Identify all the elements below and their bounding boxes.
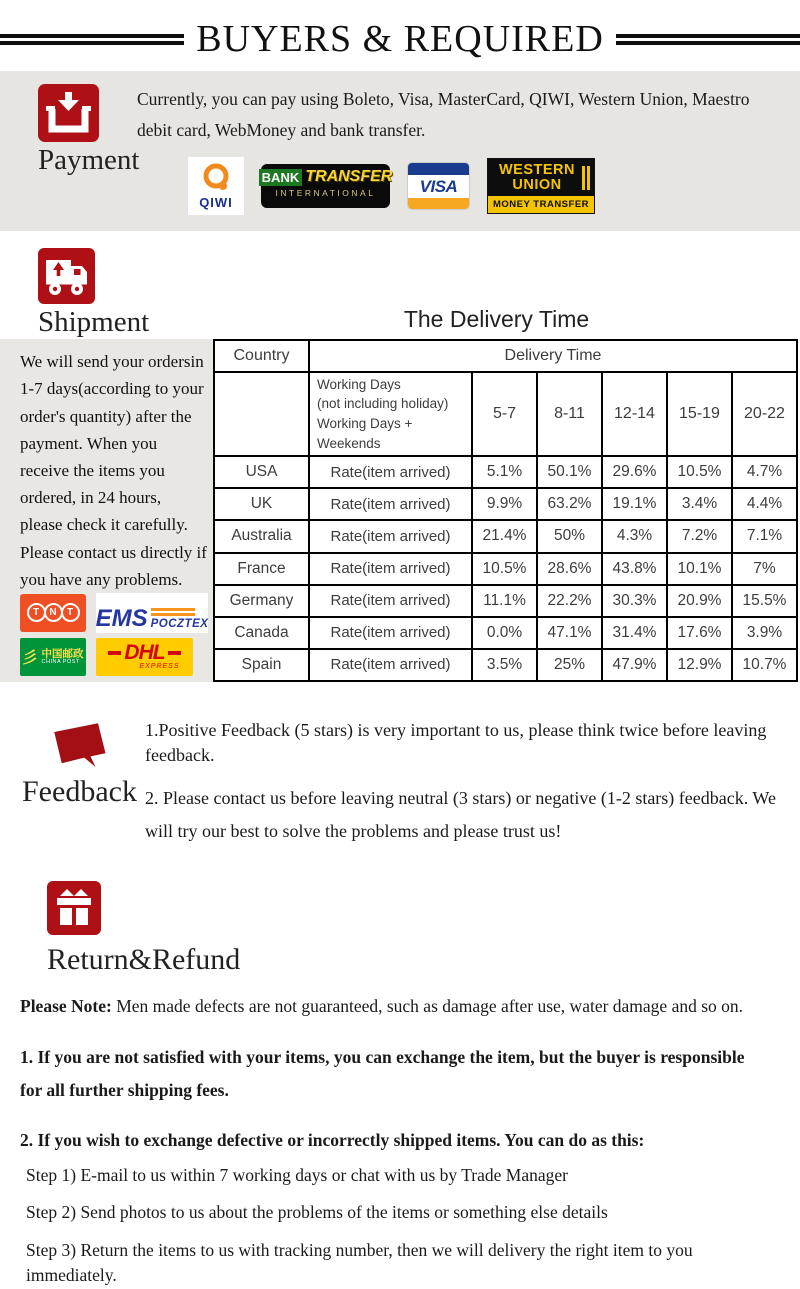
country-cell: France	[214, 553, 309, 585]
rate-value-cell: 50.1%	[537, 456, 602, 488]
visa-middle-band	[408, 175, 469, 198]
country-cell: UK	[214, 488, 309, 520]
rate-value-cell: 3.5%	[472, 649, 537, 681]
money-transfer-text: MONEY TRANSFER	[492, 199, 590, 211]
rate-value-cell: 21.4%	[472, 520, 537, 552]
visa-bottom-band	[408, 198, 469, 209]
rate-value-cell: 31.4%	[602, 617, 667, 649]
table-row	[214, 520, 797, 552]
china-post-chinese-text: 中国邮政	[41, 648, 84, 660]
tnt-letter: T	[27, 603, 46, 622]
return-note-text: Men made defects are not guaranteed, such as damage after use, water damage and so on.	[111, 996, 744, 1017]
rate-value-cell: 4.7%	[732, 456, 797, 488]
working-days-cell	[309, 372, 472, 456]
tnt-logo	[20, 594, 86, 632]
rate-value-cell: 63.2%	[537, 488, 602, 520]
rate-value-cell: 22.2%	[537, 585, 602, 617]
rate-value-cell: 15.5%	[732, 585, 797, 617]
delivery-time-header-cell: Delivery Time	[309, 340, 797, 372]
table-row	[214, 488, 797, 520]
western-word: WESTERN	[499, 161, 575, 178]
dhl-express-text: EXPRESS	[139, 662, 180, 670]
delivery-time-title: The Delivery Time	[403, 306, 590, 333]
feedback-section-label: Feedback	[22, 774, 137, 808]
day-range-cell: 15-19	[667, 372, 732, 456]
western-union-top	[488, 159, 594, 196]
shipment-note-box	[0, 339, 213, 682]
return-refund-section	[0, 881, 800, 1289]
rate-value-cell: 29.6%	[602, 456, 667, 488]
table-row	[214, 649, 797, 681]
table-subheader-row	[214, 372, 797, 456]
rate-value-cell: 7%	[732, 553, 797, 585]
country-cell: Spain	[214, 649, 309, 681]
dhl-right-bar	[168, 651, 181, 655]
payment-content	[135, 84, 800, 215]
feedback-bubble-icon	[48, 720, 108, 774]
table-row	[214, 617, 797, 649]
rate-label-cell: Rate(item arrived)	[309, 617, 472, 649]
rate-value-cell: 50%	[537, 520, 602, 552]
ems-stripes	[151, 608, 209, 618]
shipment-truck-icon	[38, 248, 95, 304]
country-cell: Canada	[214, 617, 309, 649]
dhl-logo-text: DHL	[124, 640, 165, 664]
pocztex-logo-text: POCZTEX	[150, 617, 209, 630]
dhl-row	[108, 640, 180, 664]
country-cell: Germany	[214, 585, 309, 617]
feedback-section	[0, 706, 800, 847]
rate-value-cell: 10.1%	[667, 553, 732, 585]
rate-value-cell: 47.1%	[537, 617, 602, 649]
payment-section-label: Payment	[38, 144, 140, 176]
rate-value-cell: 28.6%	[537, 553, 602, 585]
rate-value-cell: 9.9%	[472, 488, 537, 520]
china-post-text-block	[42, 649, 84, 666]
rate-label-cell: Rate(item arrived)	[309, 456, 472, 488]
return-note	[20, 993, 780, 1019]
return-step-2: Step 2) Send photos to us about the problems of the items or something else details	[26, 1202, 608, 1223]
feedback-point-1: 1.Positive Feedback (5 stars) is very important to us, please think twice before leaving feedback.	[145, 719, 767, 766]
ems-logo-text: EMS	[95, 605, 148, 633]
country-cell: USA	[214, 456, 309, 488]
return-refund-label-col	[20, 881, 780, 977]
dhl-left-bar	[108, 651, 121, 655]
return-steps	[20, 1163, 780, 1289]
rate-value-cell: 4.3%	[602, 520, 667, 552]
rate-value-cell: 10.7%	[732, 649, 797, 681]
rate-label-cell: Rate(item arrived)	[309, 585, 472, 617]
rate-value-cell: 19.1%	[602, 488, 667, 520]
rate-label-cell: Rate(item arrived)	[309, 488, 472, 520]
visa-logo-text: VISA	[419, 176, 458, 196]
day-range-cell: 5-7	[472, 372, 537, 456]
tnt-letter: N	[44, 603, 63, 622]
rate-value-cell: 7.1%	[732, 520, 797, 552]
country-cell: Australia	[214, 520, 309, 552]
qiwi-q-icon	[201, 163, 231, 195]
western-union-bars	[582, 166, 590, 190]
working-days-line: Working Days + Weekends	[317, 416, 413, 451]
rate-label-cell: Rate(item arrived)	[309, 649, 472, 681]
western-union-logo	[487, 158, 595, 214]
shipment-header-row	[0, 248, 800, 339]
shipment-main-row	[0, 339, 800, 682]
rate-value-cell: 10.5%	[667, 456, 732, 488]
rate-value-cell: 47.9%	[602, 649, 667, 681]
page-header	[0, 16, 800, 62]
carrier-logos-grid	[20, 593, 207, 676]
feedback-content	[145, 706, 800, 847]
rate-value-cell: 7.2%	[667, 520, 732, 552]
bank-word: BANK	[259, 169, 303, 186]
feedback-point-2: 2. Please contact us before leaving neutral (3 stars) or negative (1-2 stars) feedback. We will try our best to solve the problems and please trust us!	[145, 788, 776, 841]
day-range-cell: 20-22	[732, 372, 797, 456]
ems-pocztex-logo	[96, 593, 208, 633]
payment-section-label-col	[0, 84, 140, 215]
return-point-1: 1. If you are not satisfied with your items, you can exchange the item, but the buyer is responsible for all further shipping fees.	[20, 1047, 745, 1100]
day-range-cell: 12-14	[602, 372, 667, 456]
return-step-3: Step 3) Return the items to us with tracking number, then we will delivery the right item to you immediately.	[26, 1239, 693, 1286]
day-range-cell: 8-11	[537, 372, 602, 456]
payment-description: Currently, you can pay using Boleto, Visa, MasterCard, QIWI, Western Union, Maestro debit card, WebMoney and bank transfer.	[137, 89, 750, 140]
bank-transfer-row	[259, 168, 393, 186]
payment-inbox-icon	[38, 84, 99, 142]
payment-logos-row	[188, 157, 772, 215]
delivery-time-table	[213, 339, 798, 682]
rate-value-cell: 30.3%	[602, 585, 667, 617]
visa-top-band	[408, 163, 469, 175]
rate-value-cell: 5.1%	[472, 456, 537, 488]
return-point-2: 2. If you wish to exchange defective or incorrectly shipped items. You can do as this:	[20, 1130, 645, 1151]
header-rule-left	[0, 34, 184, 45]
visa-logo	[407, 162, 470, 210]
feedback-section-label-col	[0, 706, 145, 847]
empty-cell	[214, 372, 309, 456]
china-post-english-text: CHINA POST	[41, 658, 80, 665]
rate-value-cell: 25%	[537, 649, 602, 681]
rate-value-cell: 12.9%	[667, 649, 732, 681]
china-post-logo	[20, 638, 86, 676]
rate-value-cell: 10.5%	[472, 553, 537, 585]
bank-transfer-logo	[261, 164, 393, 208]
qiwi-logo-text: QIWI	[199, 194, 233, 210]
qiwi-logo	[188, 157, 244, 215]
rate-label-cell: Rate(item arrived)	[309, 520, 472, 552]
tnt-letter: T	[61, 603, 80, 622]
table-row	[214, 456, 797, 488]
rate-value-cell: 3.4%	[667, 488, 732, 520]
rate-value-cell: 43.8%	[602, 553, 667, 585]
rate-value-cell: 20.9%	[667, 585, 732, 617]
rate-value-cell: 17.6%	[667, 617, 732, 649]
dhl-logo	[96, 638, 193, 676]
shipment-section-label: Shipment	[38, 306, 150, 339]
ems-right-block	[151, 608, 209, 630]
return-refund-section-label: Return&Refund	[47, 943, 241, 977]
gift-box-icon	[47, 881, 101, 935]
shipment-note-text: We will send your ordersin 1-7 days(according to your order's quantity) after the payment. When you receive the items you ordered, in 24 hours, please check it carefully. Please contact us directly if you have any problems.	[20, 352, 207, 589]
rate-value-cell: 3.9%	[732, 617, 797, 649]
header-rule-right	[616, 34, 800, 45]
rate-value-cell: 11.1%	[472, 585, 537, 617]
rate-value-cell: 0.0%	[472, 617, 537, 649]
rate-label-cell: Rate(item arrived)	[309, 553, 472, 585]
rate-value-cell: 4.4%	[732, 488, 797, 520]
country-header-cell: Country	[214, 340, 309, 372]
china-post-emblem-icon: 彡	[21, 650, 40, 668]
international-word: INTERNATIONAL	[275, 188, 376, 199]
payment-section	[0, 71, 800, 231]
working-days-line: (not including holiday)	[317, 396, 449, 412]
western-union-words	[492, 163, 582, 193]
page-title: BUYERS & REQUIRED	[196, 18, 604, 60]
table-row	[214, 585, 797, 617]
table-row	[214, 553, 797, 585]
union-word: UNION	[512, 176, 562, 193]
return-step-1: Step 1) E-mail to us within 7 working days or chat with us by Trade Manager	[26, 1165, 568, 1186]
table-header-row	[214, 340, 797, 372]
transfer-word: TRANSFER	[305, 168, 393, 186]
return-note-label: Please Note:	[20, 996, 112, 1017]
shipment-section-label-col	[0, 248, 213, 339]
working-days-line: Working Days	[317, 376, 401, 392]
western-union-bottom	[488, 196, 594, 213]
